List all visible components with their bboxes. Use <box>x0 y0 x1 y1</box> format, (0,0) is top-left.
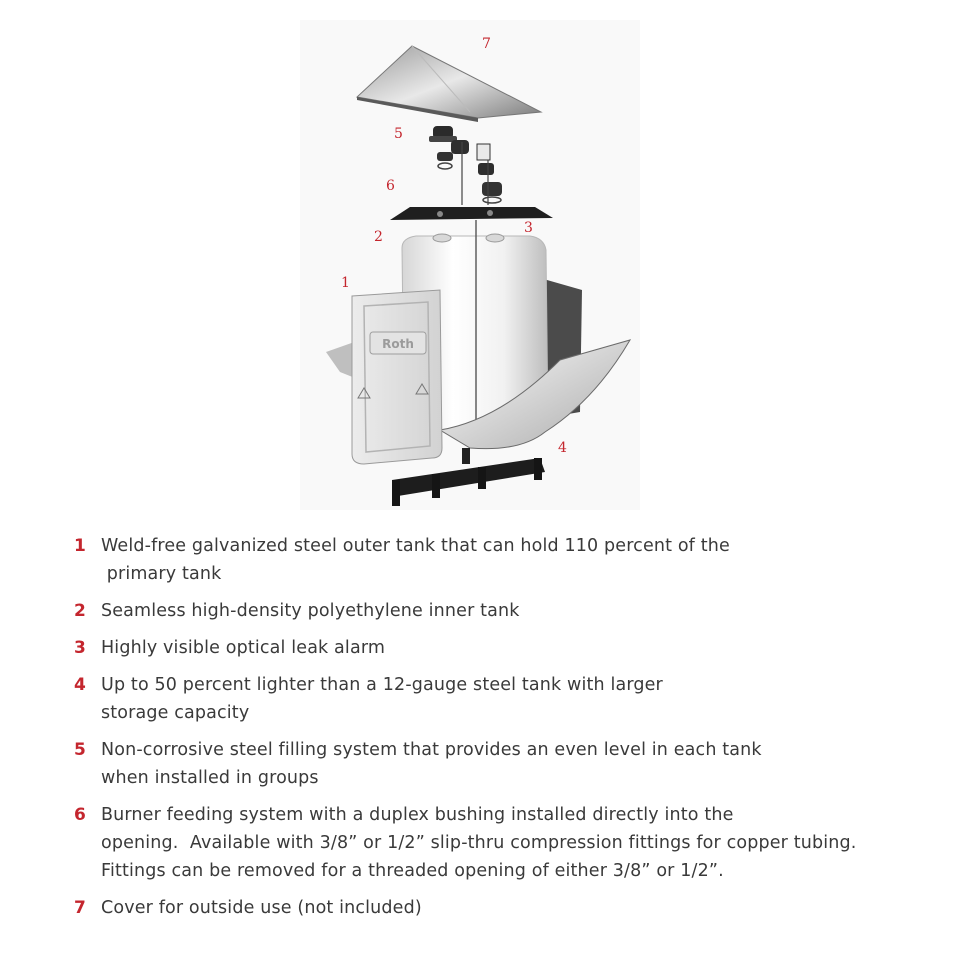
legend-text: Cover for outside use (not included) <box>101 898 422 918</box>
roth-logo: Roth <box>382 337 414 351</box>
callout-5: 5 <box>394 126 403 142</box>
legend-item <box>74 801 914 885</box>
legend-item <box>74 894 914 922</box>
legend-text: Up to 50 percent lighter than a 12-gauge steel tank with larger storage capacity <box>101 675 663 723</box>
exploded-tank-diagram <box>290 10 670 510</box>
outer-tank-front-panel <box>352 290 442 464</box>
callout-6: 6 <box>386 178 395 194</box>
legend-text: Highly visible optical leak alarm <box>101 638 386 658</box>
legend-number: 6 <box>74 805 86 825</box>
legend-text: Weld-free galvanized steel outer tank that can hold 110 percent of the primary tank <box>101 536 730 584</box>
callout-2: 2 <box>374 229 383 245</box>
callout-1: 1 <box>341 275 350 291</box>
legend-text: Seamless high-density polyethylene inner tank <box>101 601 520 621</box>
legend-number: 3 <box>74 638 86 658</box>
legend-item <box>74 736 914 792</box>
legend-item <box>74 532 914 588</box>
legend-item <box>74 634 914 662</box>
callout-7: 7 <box>482 36 491 52</box>
legend-number: 5 <box>74 740 86 760</box>
legend-number: 2 <box>74 601 86 621</box>
legend-number: 7 <box>74 898 86 918</box>
legend-text: Non-corrosive steel filling system that provides an even level in each tank when installed in groups <box>101 740 762 788</box>
legend-item <box>74 597 914 625</box>
callout-4: 4 <box>558 440 567 456</box>
callout-3: 3 <box>524 220 533 236</box>
legend-text: Burner feeding system with a duplex bushing installed directly into the opening. Available with 3/8” or 1/2” slip-thru compression fittings for copper tubing. Fittings can be removed for a threaded opening of either 3/8” or 1/2”. <box>101 805 857 881</box>
feature-legend <box>74 532 914 931</box>
legend-number: 1 <box>74 536 86 556</box>
legend-item <box>74 671 914 727</box>
tank-illustration <box>290 10 670 510</box>
legend-number: 4 <box>74 675 86 695</box>
top-plate <box>390 207 553 220</box>
